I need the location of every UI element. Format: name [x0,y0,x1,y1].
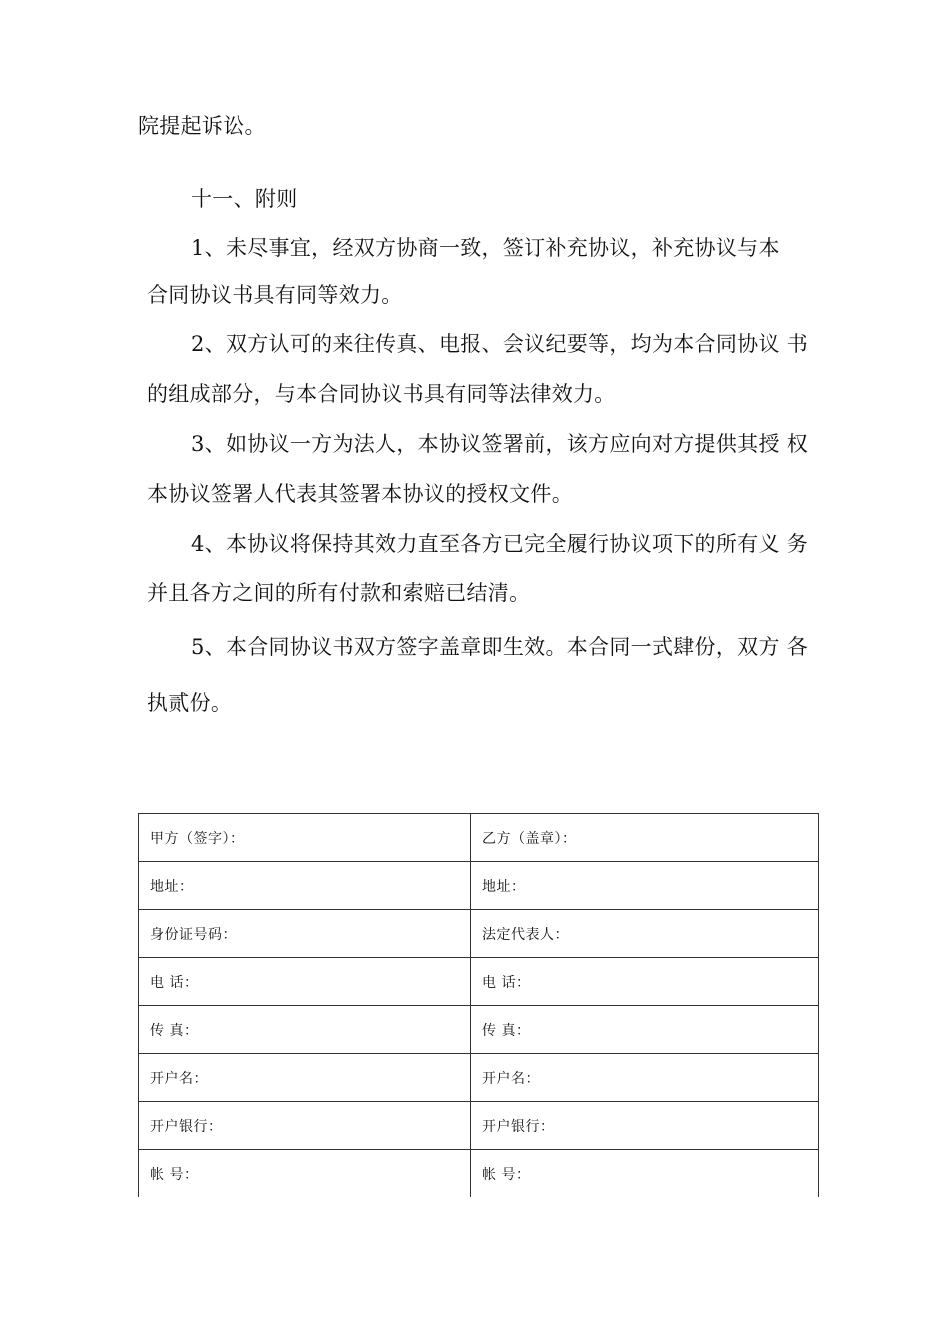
party-b-bank-label: 开户银行： [471,1102,819,1150]
section-heading-appendix: 十一、附则 [191,187,298,211]
party-a-account-name-label: 开户名： [139,1054,471,1102]
table-row [139,958,819,1006]
party-b-fax-label: 传 真： [471,1006,819,1054]
text-line-7: 3、如协议一方为法人，本协议签署前，该方应向对方提供其授 权 [191,432,809,456]
table-row [139,814,819,862]
text-line-1: 院提起诉讼。 [138,114,266,138]
party-a-phone-label: 电 话： [139,958,471,1006]
party-a-bank-label: 开户银行： [139,1102,471,1150]
table-row [139,1006,819,1054]
party-a-fax-label: 传 真： [139,1006,471,1054]
text-line-4: 合同协议书具有同等效力。 [147,283,403,307]
party-a-address-label: 地址： [139,862,471,910]
text-line-9: 4、本协议将保持其效力直至各方已完全履行协议项下的所有义 务 [191,532,809,556]
signature-table [138,813,819,1197]
party-a-signature-label: 甲方（签字）： [139,814,471,862]
text-line-3: 1、未尽事宜，经双方协商一致，签订补充协议，补充协议与本 [191,236,780,260]
party-b-seal-label: 乙方（盖章）： [471,814,819,862]
table-row [139,862,819,910]
table-row [139,1054,819,1102]
party-b-legal-representative-label: 法定代表人： [471,910,819,958]
party-b-account-number-label: 帐 号： [471,1150,819,1198]
party-a-id-number-label: 身份证号码： [139,910,471,958]
party-b-account-name-label: 开户名： [471,1054,819,1102]
table-row [139,1150,819,1198]
party-a-account-number-label: 帐 号： [139,1150,471,1198]
text-line-8: 本协议签署人代表其签署本协议的授权文件。 [147,482,573,506]
text-line-5: 2、双方认可的来往传真、电报、会议纪要等，均为本合同协议 书 [191,332,809,356]
text-line-6: 的组成部分，与本合同协议书具有同等法律效力。 [147,382,616,406]
party-b-phone-label: 电 话： [471,958,819,1006]
table-row [139,910,819,958]
text-line-12: 执贰份。 [147,691,233,715]
text-line-11: 5、本合同协议书双方签字盖章即生效。本合同一式肆份，双方 各 [191,635,809,659]
text-line-10: 并且各方之间的所有付款和索赔已结清。 [147,581,531,605]
party-b-address-label: 地址： [471,862,819,910]
table-row [139,1102,819,1150]
